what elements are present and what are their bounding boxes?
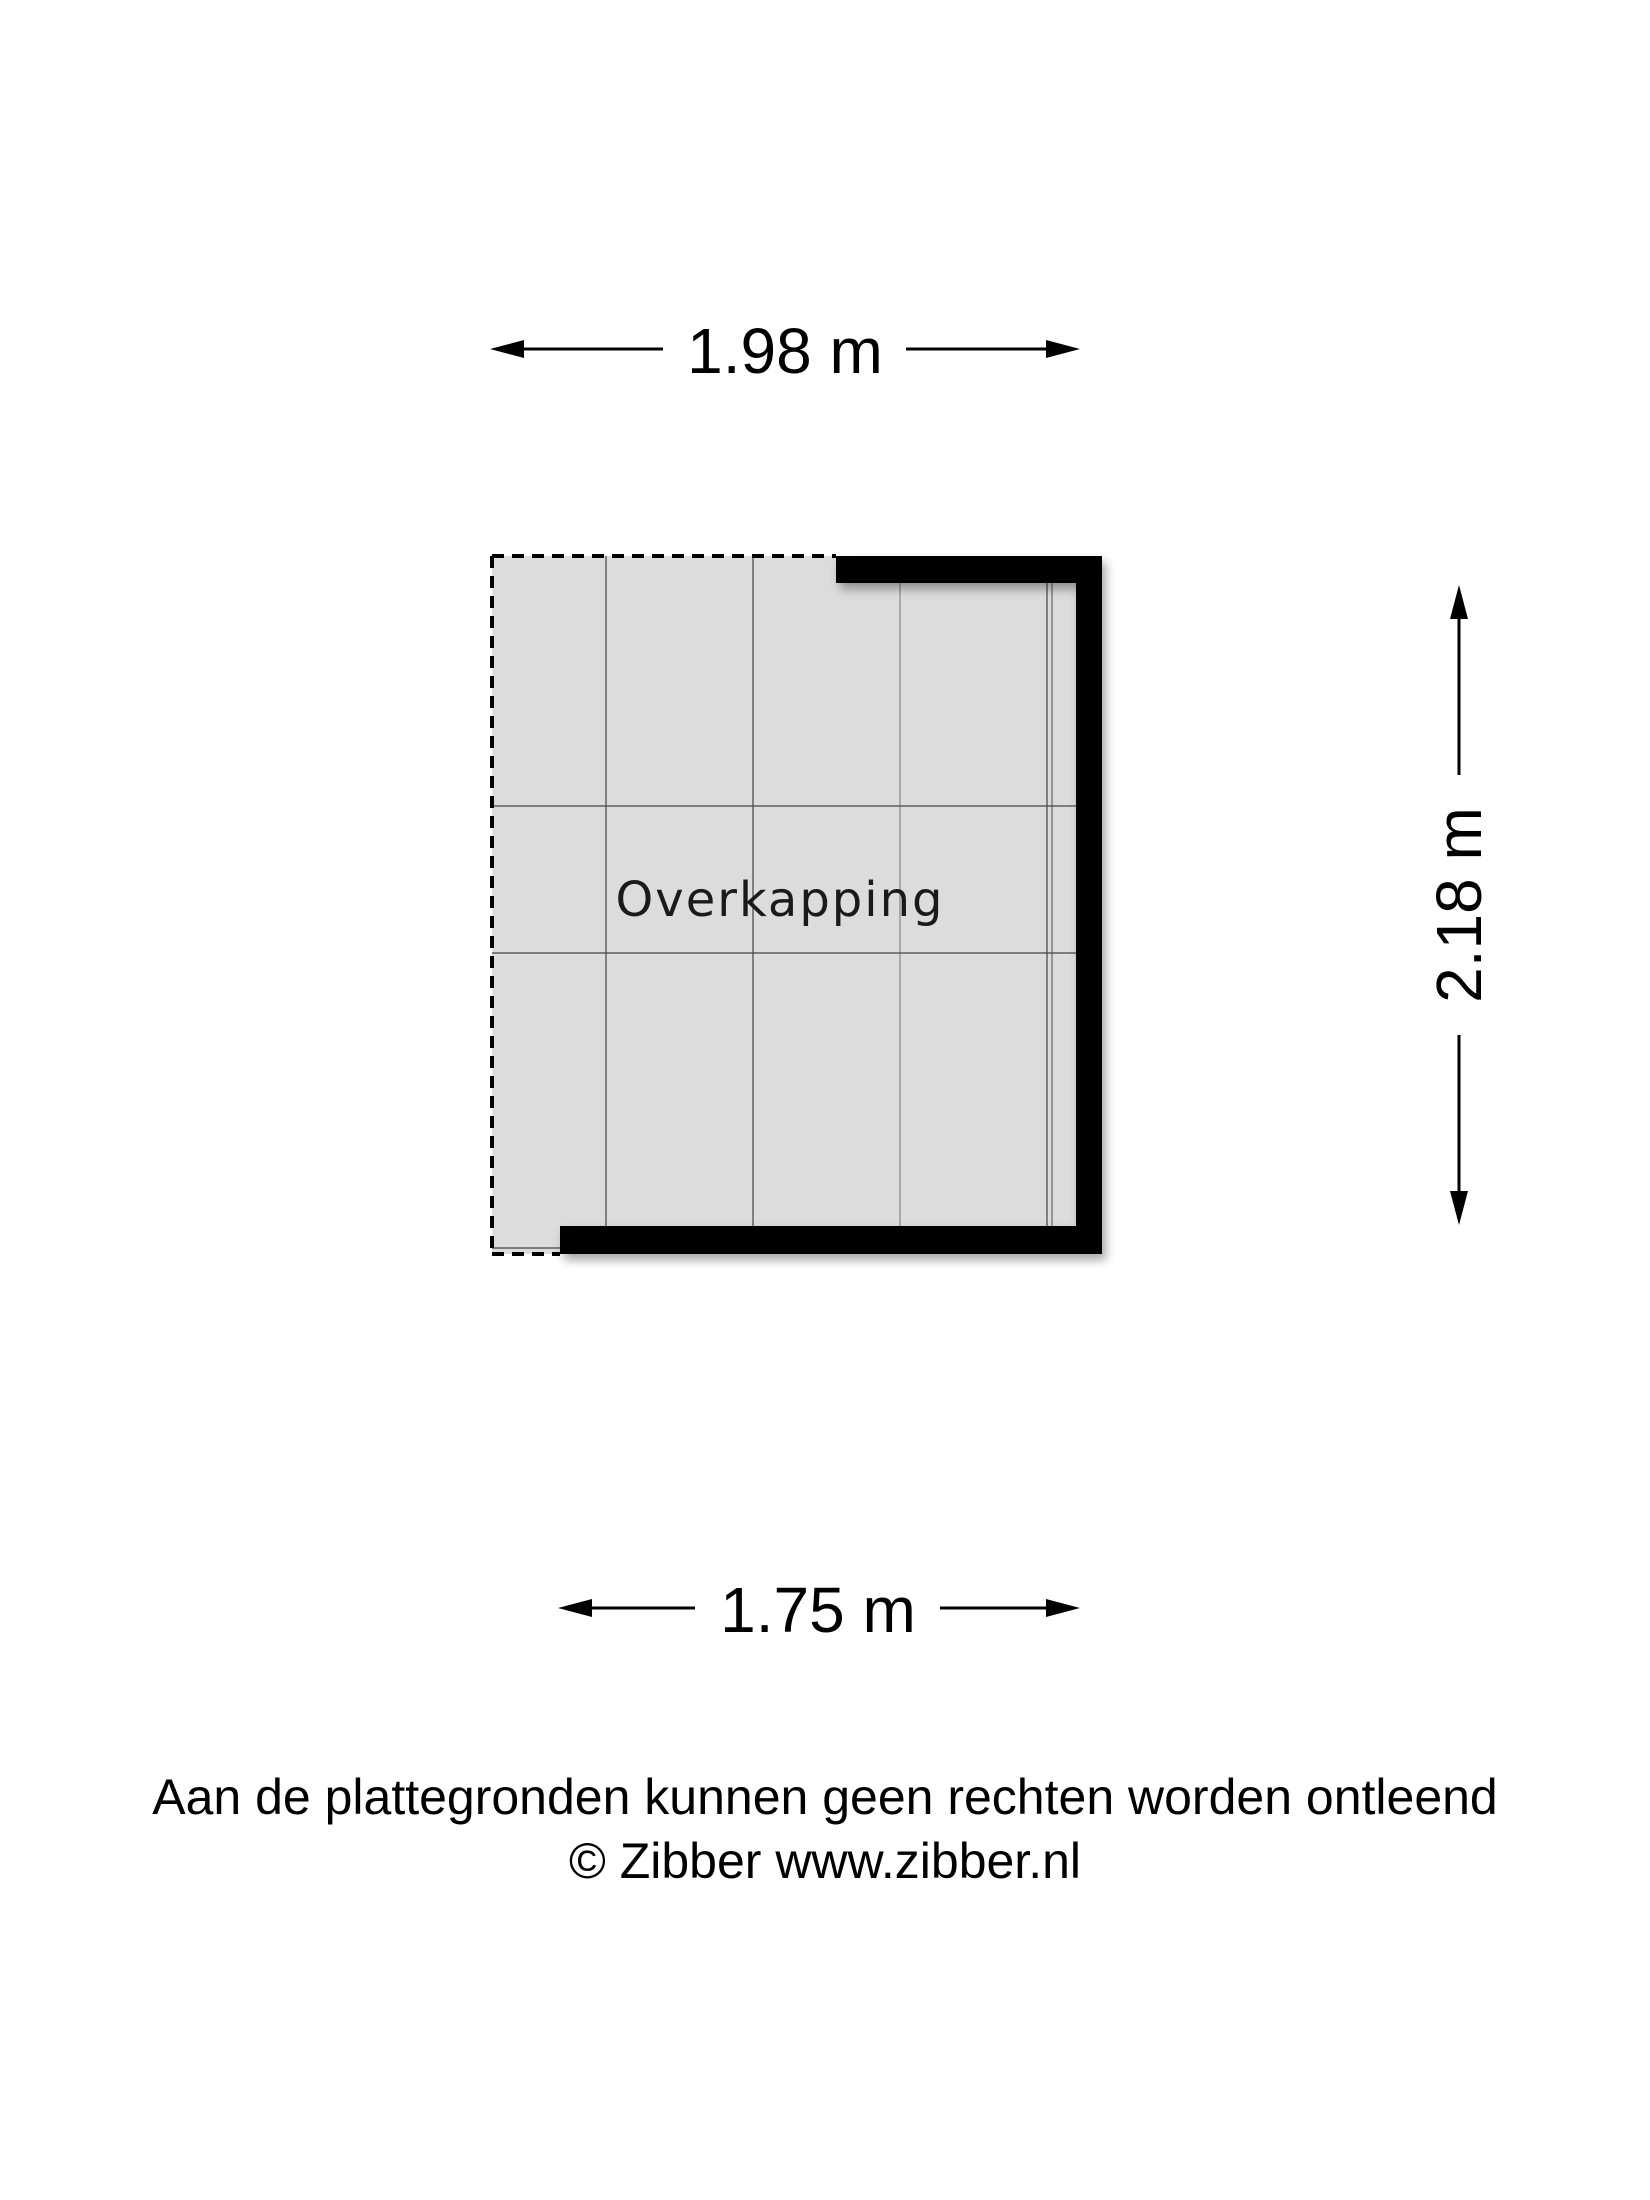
room-label: Overkapping [615,872,945,928]
arrow-right-icon [1046,1599,1080,1617]
copyright-text: © Zibber www.zibber.nl [568,1833,1082,1889]
room-overkapping [492,556,1102,1254]
dimension-right [1423,585,1495,1225]
arrow-up-icon [1450,585,1468,619]
dimension-label-top: 1.98 m [687,315,883,387]
dimension-label-bottom: 1.75 m [720,1574,916,1646]
arrow-down-icon [1450,1191,1468,1225]
dimension-top [490,315,1080,387]
dimension-bottom [558,1574,1080,1646]
dimension-label-right: 2.18 m [1423,807,1495,1003]
disclaimer-text: Aan de plattegronden kunnen geen rechten worden ontleend [152,1769,1498,1825]
arrow-right-icon [1046,340,1080,358]
arrow-left-icon [558,1599,592,1617]
arrow-left-icon [490,340,524,358]
